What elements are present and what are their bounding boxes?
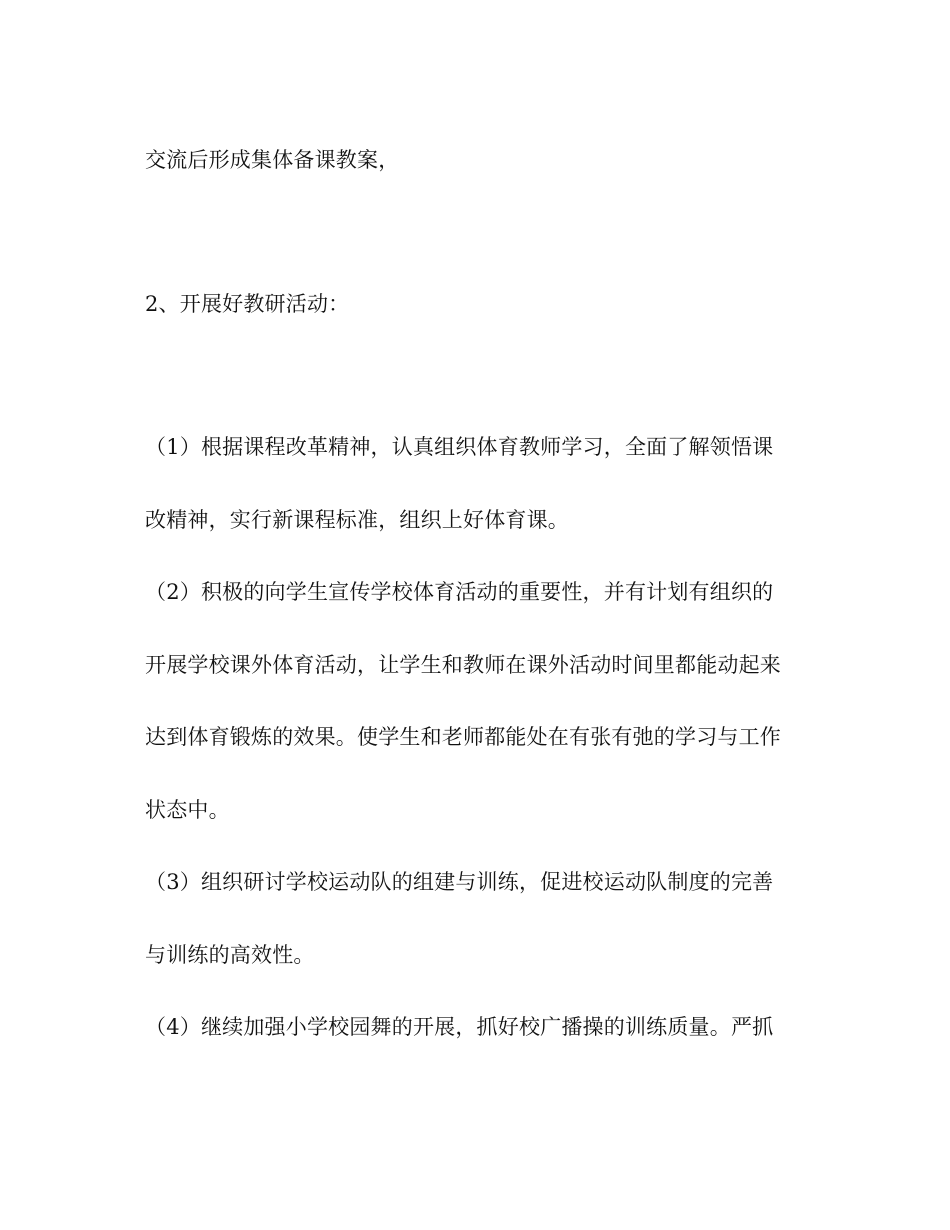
section-heading-2: 2、开展好教研活动：	[145, 292, 350, 316]
item-3-line-2: 与训练的高效性。	[145, 943, 315, 967]
item-2-line-4: 状态中。	[145, 798, 230, 822]
item-3-line-1: （3）组织研讨学校运动队的组建与训练，促进校运动队制度的完善	[145, 870, 774, 894]
item-1-line-2: 改精神，实行新课程标准，组织上好体育课。	[145, 508, 569, 532]
item-1-line-1: （1）根据课程改革精神，认真组织体育教师学习，全面了解领悟课	[145, 435, 774, 459]
item-4-line-1: （4）继续加强小学校园舞的开展，抓好校广播操的训练质量。严抓	[145, 1015, 774, 1039]
item-2-line-2: 开展学校课外体育活动，让学生和教师在课外活动时间里都能动起来	[145, 653, 781, 677]
text-line-1: 交流后形成集体备课教案，	[145, 148, 400, 172]
item-2-line-3: 达到体育锻炼的效果。使学生和老师都能处在有张有弛的学习与工作	[145, 725, 781, 749]
item-2-line-1: （2）积极的向学生宣传学校体育活动的重要性，并有计划有组织的	[145, 580, 774, 604]
